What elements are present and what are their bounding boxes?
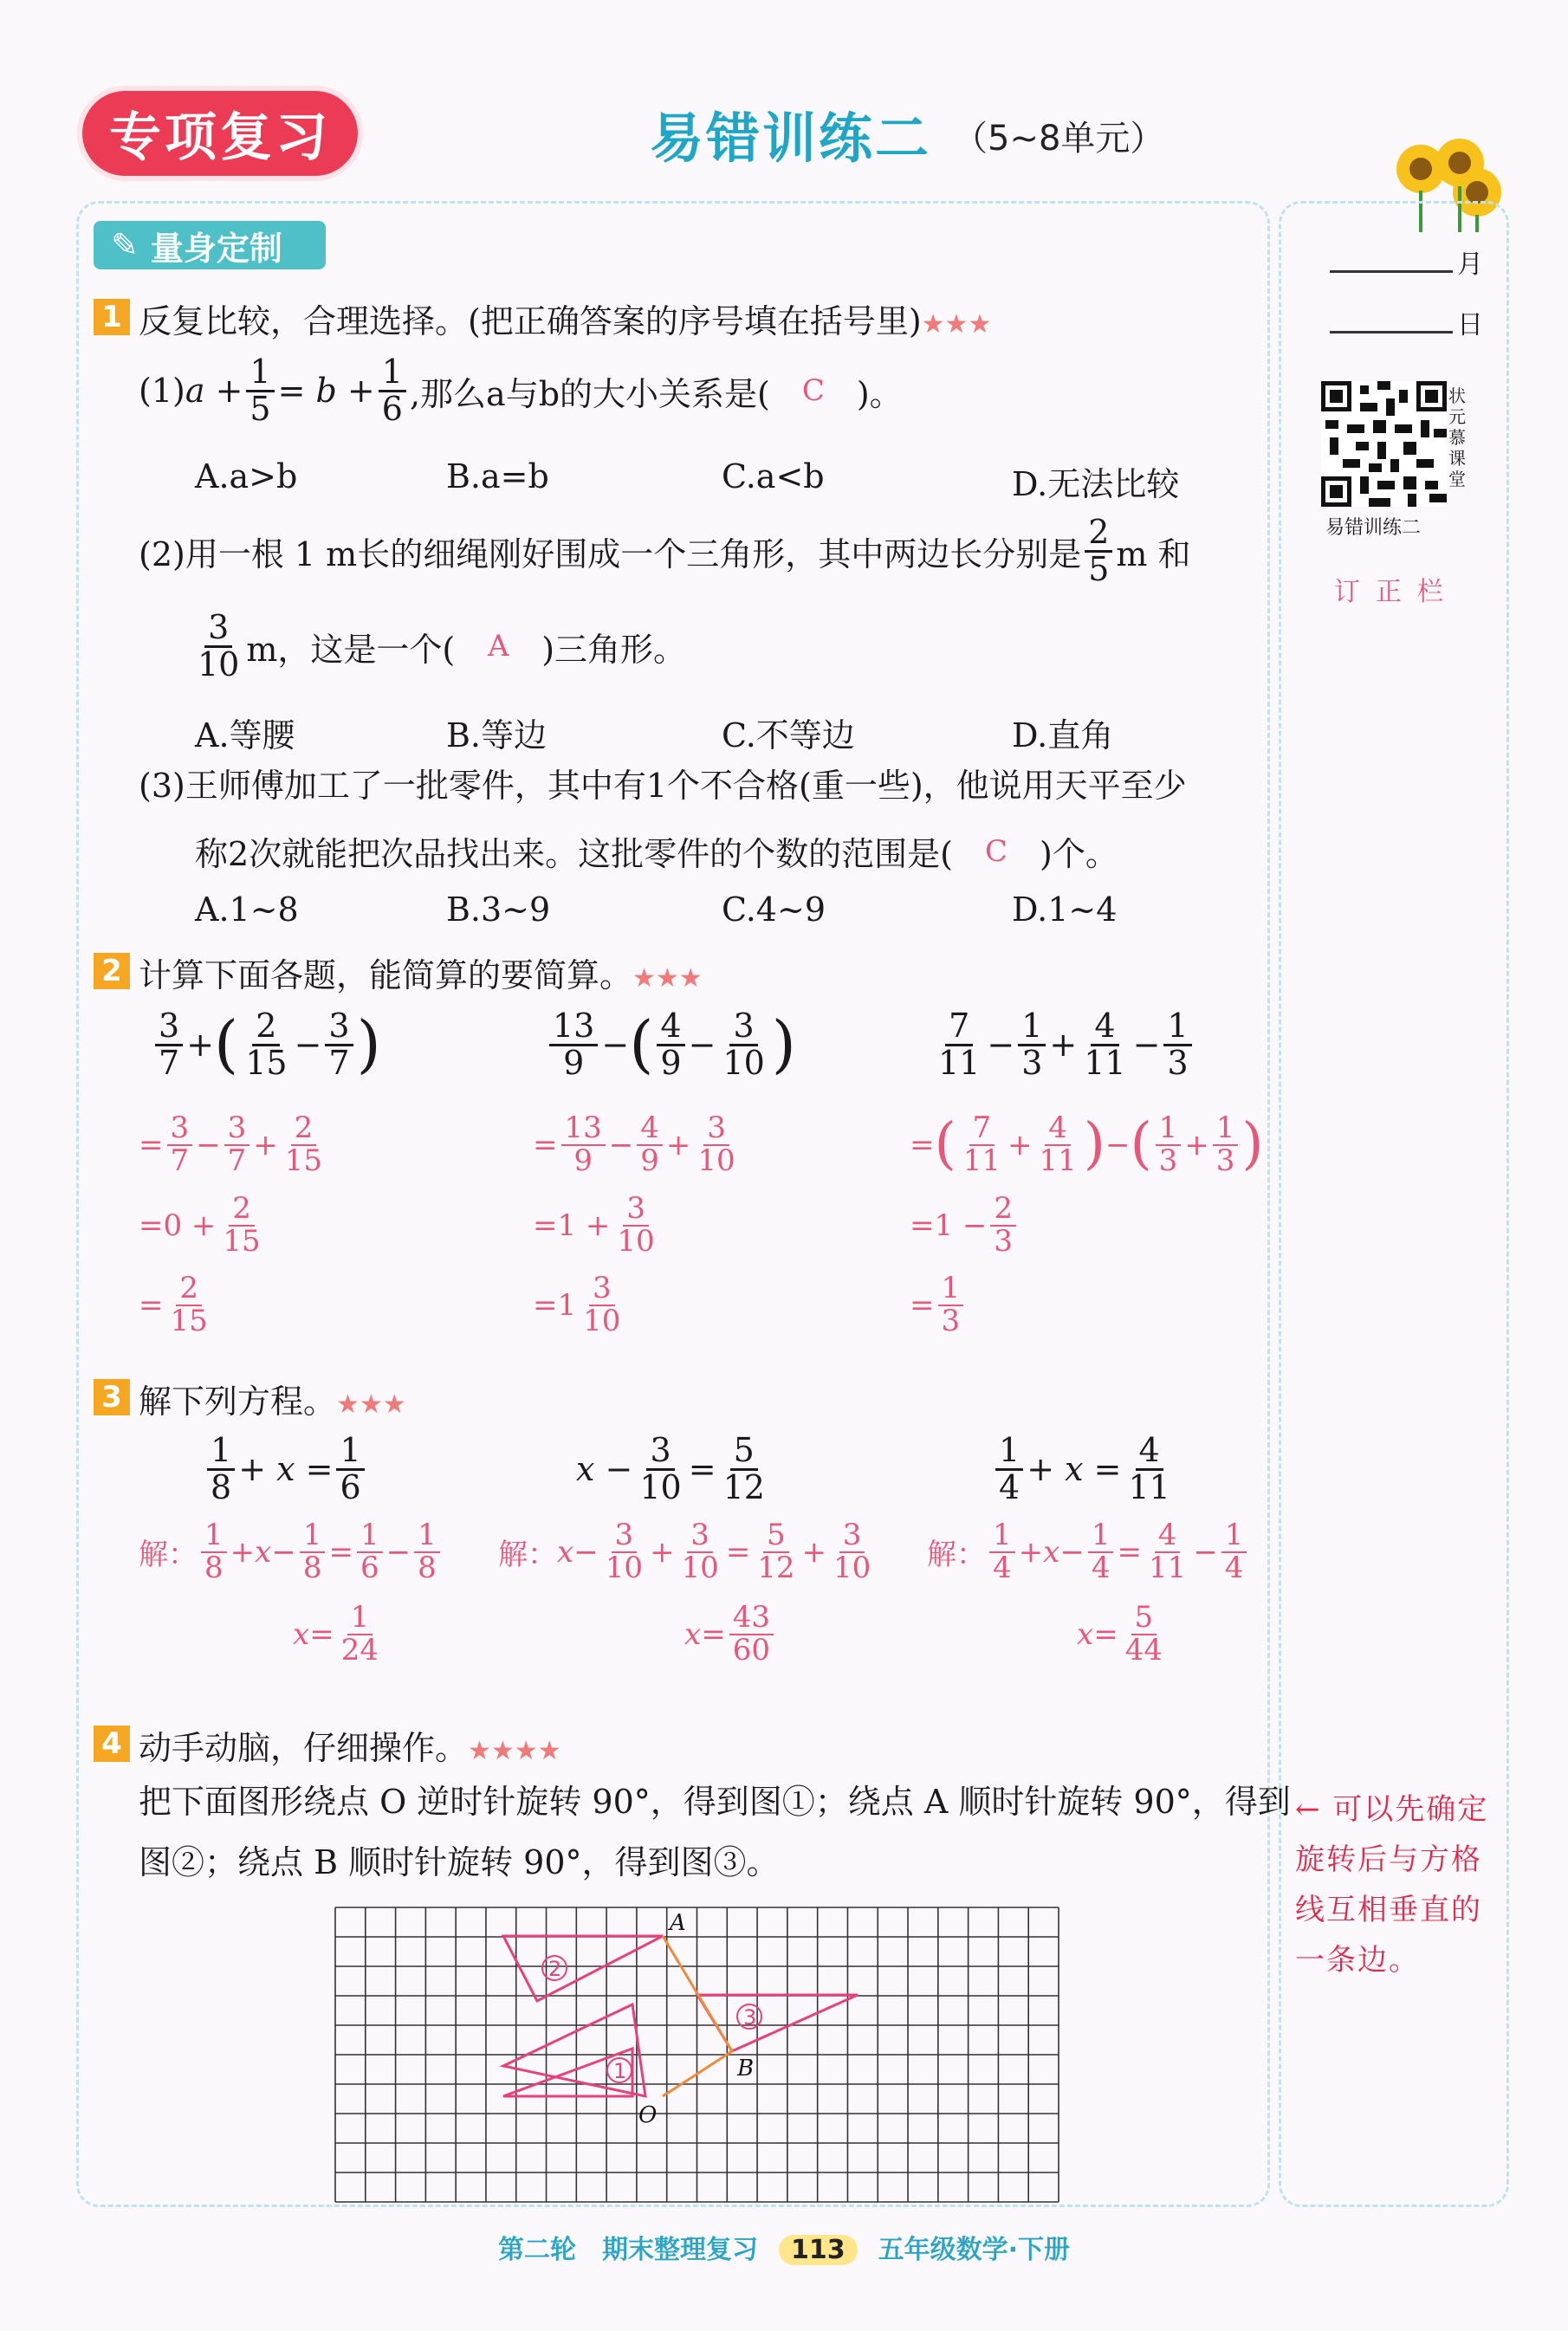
figure-2-triangle [503,1936,663,2001]
q1-part2-line2: $\frac{3}{10}$ m，这是一个( A )三角形。 [198,608,687,683]
work-line: x = $\frac{43}{60}$ [684,1603,777,1666]
difficulty-stars: ★★★ [336,1389,406,1420]
equation-2: x − $\frac{3}{10}$ = $\frac{5}{12}$ [576,1431,765,1506]
point-b-label: B [737,2056,755,2082]
point-o-label: O [638,2102,658,2128]
question-number: 3 [94,1379,130,1415]
work-line: 解： x − $\frac{3}{10}$ + $\frac{3}{10}$ = $\frac{5}{12}$ + $\frac{3}{10}$ [498,1518,871,1585]
q4-instruction-line1: 把下面图形绕点 O 逆时针旋转 90°，得到图①；绕点 A 顺时针旋转 90°，得到 [139,1783,1291,1821]
page-number: 113 [779,2235,858,2265]
month-blank[interactable] [1330,270,1453,273]
rotation-grid [334,1906,1061,2205]
work-line: =1 − $\frac{2}{3}$ [910,1194,1020,1257]
figure-1-label: 1 [613,2059,627,2083]
qr-caption: 易错训练二 [1325,517,1422,539]
day-label: 日 [1457,310,1483,340]
correction-column-label: 订正栏 [1334,577,1459,607]
equation-3: $\frac{1}{4}$ + x = $\frac{4}{11}$ [992,1434,1177,1505]
work-line: =1 + $\frac{3}{10}$ [533,1191,655,1259]
option-a: A.1~8 [195,890,299,929]
page-footer [0,2228,1568,2266]
option-c: C.4~9 [722,890,826,929]
answer-mark: C [985,833,1008,869]
work-line: 解： $\frac{1}{8}$ + x − $\frac{1}{8}$ = $\frac{1}{6}$ − $\frac{1}{8}$ [139,1520,444,1583]
question-number: 4 [94,1726,130,1762]
option-c: C.不等边 [722,716,855,754]
work-line: = $\frac{13}{9}$ − $\frac{4}{9}$ + $\frac{3}{10}$ [533,1110,735,1178]
figure-3-label: 3 [743,2005,757,2030]
difficulty-stars: ★★★ [632,963,703,994]
month-label: 月 [1457,249,1483,280]
expr-1: $\frac{3}{7}$ + ( $\frac{2}{15}$ − $\frac{3}{7}$ ) [152,1009,381,1081]
question-title: 计算下面各题，能简算的要简算。★★★ [139,956,703,994]
section-badge: 专项复习 [82,91,358,176]
figure-3-triangle [697,1995,858,2051]
q1-part2-line1: (2)用一根 1 m长的细绳刚好围成一个三角形，其中两边长分别是 $\frac{2}{5}$ m 和 [139,513,1191,588]
answer-mark: C [801,373,825,409]
page-subtitle: （5~8单元） [953,119,1165,159]
work-line: x = $\frac{1}{24}$ [293,1600,379,1667]
equation-1: $\frac{1}{8}$ + x = $\frac{1}{6}$ [204,1434,368,1505]
footer-left: 第二轮 期末整理复习 [497,2235,758,2265]
q1-part3-line1: (3)王师傅加工了一批零件，其中有1个不合格(重一些)，他说用天平至少 [139,767,1187,805]
expr-2: $\frac{13}{9}$ − ( $\frac{4}{9}$ − $\frac{3}{10}$ ) [546,1009,796,1081]
option-d: D.1~4 [1012,890,1118,929]
pencil-icon: ✎ [111,226,139,264]
option-b: B.a=b [446,457,549,495]
q1-part1: (1) a + $\frac{1}{5}$ = b + $\frac{1}{6}$ ,那么a与b的大小关系是( C )。 [139,353,903,428]
work-line: =0 + $\frac{2}{15}$ [139,1191,261,1259]
difficulty-stars: ★★★ [921,309,992,340]
option-d: D.直角 [1012,716,1114,754]
page-title: 易错训练二 [650,107,932,170]
difficulty-stars: ★★★★ [468,1736,561,1766]
answer-mark: A [487,629,509,664]
option-d: D.无法比较 [1012,465,1180,503]
option-c: C.a<b [722,457,825,495]
hint-note: ← 可以先确定旋转后与方格线互相垂直的一条边。 [1295,1792,1489,1978]
work-line: = $\frac{2}{15}$ [139,1271,208,1338]
work-line: =1 $\frac{3}{10}$ [533,1271,621,1338]
question-title: 反复比较，合理选择。(把正确答案的序号填在括号里)★★★ [139,302,992,340]
option-a: A.等腰 [195,716,295,754]
q1-part3-line2: 称2次就能把次品找出来。这批零件的个数的范围是( C )个。 [195,833,1118,873]
point-a-label: A [670,1910,686,1936]
question-number: 2 [94,953,130,989]
question-title: 动手动脑，仔细操作。★★★★ [139,1729,561,1767]
option-b: B.等边 [446,716,548,754]
question-title: 解下列方程。★★★ [139,1382,406,1421]
q4-instruction-line2: 图②；绕点 B 顺时针旋转 90°，得到图③。 [139,1843,780,1881]
work-line: = ( $\frac{7}{11}$ + $\frac{4}{11}$ ) − ( $\frac{1}{3}$ + $\frac{1}{3}$ ) [910,1110,1264,1178]
footer-right: 五年级数学·下册 [878,2235,1071,2265]
day-blank[interactable] [1330,331,1453,333]
option-b: B.3~9 [446,890,551,929]
section-tag: ✎ 量身定制 [94,221,326,269]
qr-brand-label: 状元慕课堂 [1448,385,1466,489]
qr-code-icon[interactable] [1321,381,1447,507]
work-line: x = $\frac{5}{44}$ [1077,1600,1163,1667]
work-line: = $\frac{1}{3}$ [910,1273,967,1337]
question-number: 1 [94,299,130,335]
expr-3: $\frac{7}{11}$ − $\frac{1}{3}$ + $\frac{4}{11}$ − $\frac{1}{3}$ [931,1009,1195,1081]
work-line: = $\frac{3}{7}$ − $\frac{3}{7}$ + $\frac{2}{15}$ [139,1110,323,1178]
option-a: A.a>b [195,457,298,495]
work-line: 解： $\frac{1}{4}$ + x − $\frac{1}{4}$ = $\frac{4}{11}$ − $\frac{1}{4}$ [927,1520,1250,1583]
figure-2-label: 2 [548,1957,562,1981]
